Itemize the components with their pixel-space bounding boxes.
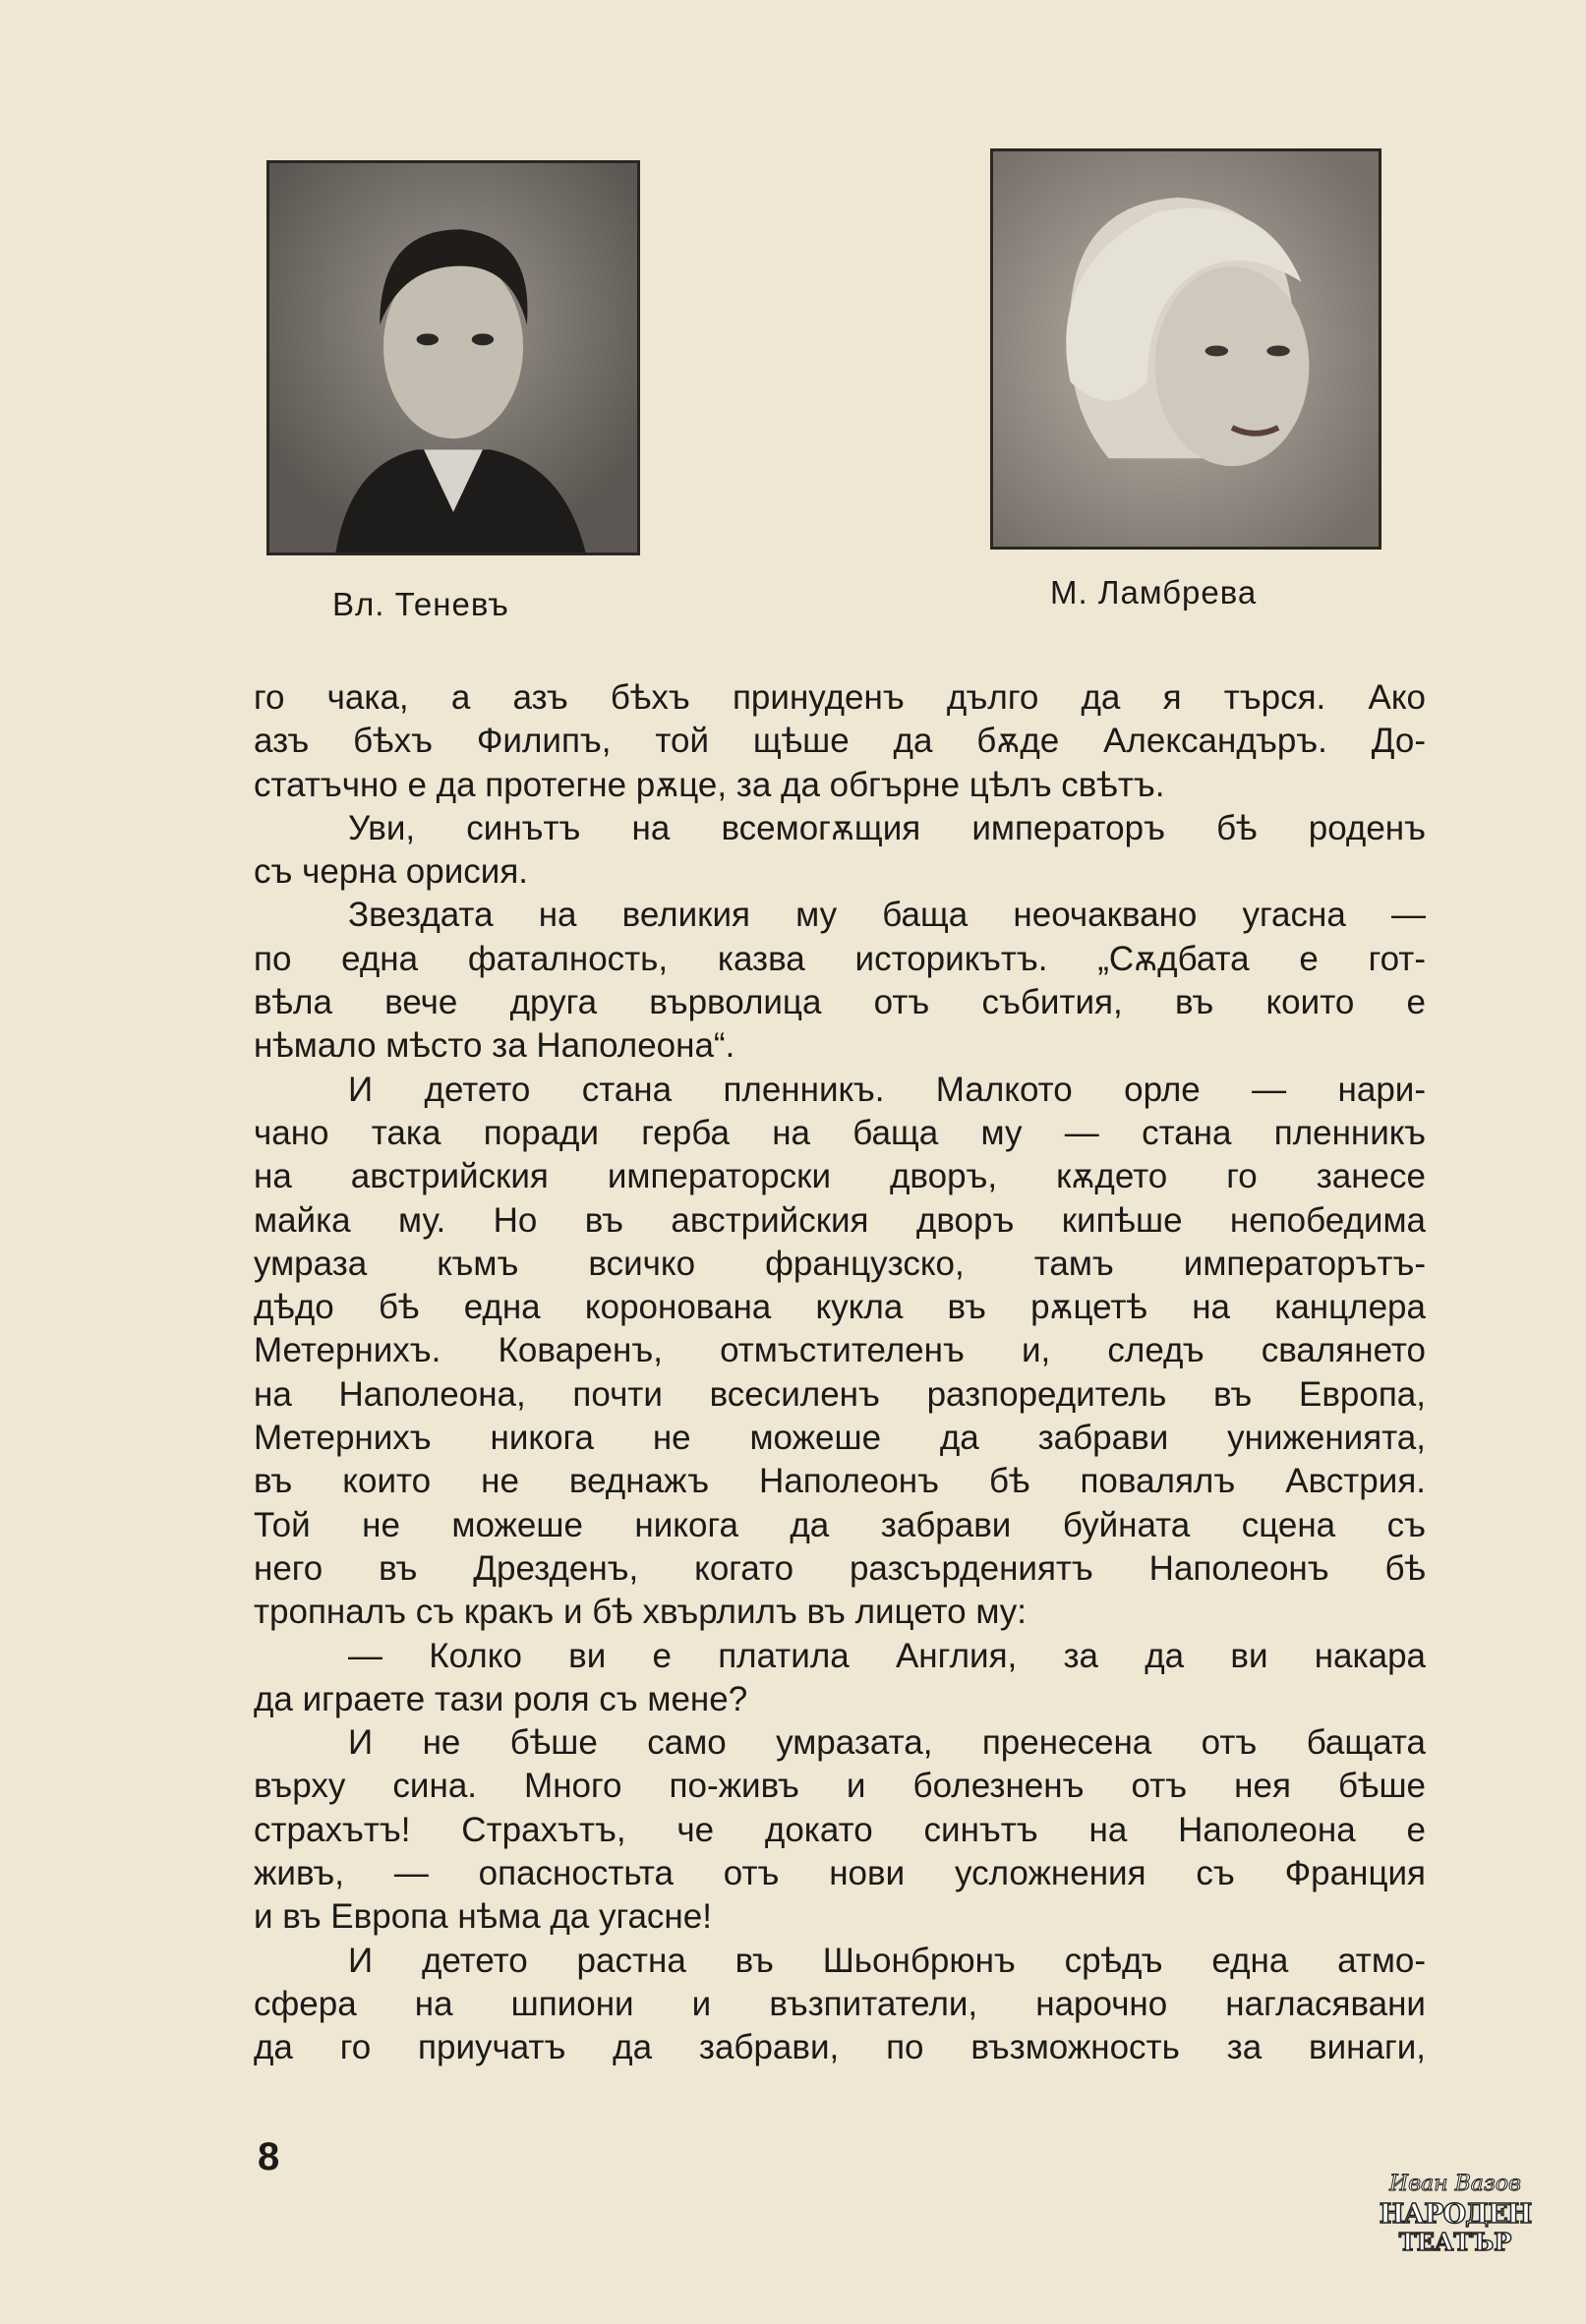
photo-caption: Вл. Теневъ xyxy=(332,586,509,622)
text-line: дѣдо бѣ една коронована кукла въ рѫцетѣ на канцлера xyxy=(254,1288,1426,1327)
text-line: статъчно е да протегне рѫце, за да обгърне цѣлъ свѣтъ. xyxy=(254,765,1165,804)
portrait-photo-lambreva xyxy=(990,148,1381,550)
text-line: съ черна орисия. xyxy=(254,852,528,892)
text-line: чано така поради герба на баща му — стана пленникъ xyxy=(254,1113,1426,1152)
text-line: Метернихъ никога не можеше да забрави униженията, xyxy=(254,1419,1426,1458)
text-line: въ които не веднажъ Наполеонъ бѣ повалялъ Австрия. xyxy=(254,1462,1426,1501)
text-line: на австрийския императорски дворъ, кѫдето го занесе xyxy=(254,1157,1426,1196)
text-line: Уви, синътъ на всемогѫщия императоръ бѣ роденъ xyxy=(348,808,1426,847)
text-line: И детето стана пленникъ. Малкото орле — нари- xyxy=(348,1070,1426,1109)
text-line: на Наполеона, почти всесиленъ разпоредитель въ Европа, xyxy=(254,1374,1426,1414)
text-line: И детето растна въ Шьонбрюнъ срѣдъ една атмо- xyxy=(348,1941,1426,1980)
body-text xyxy=(254,676,1426,2070)
text-line: да играете тази роля съ мене? xyxy=(254,1679,748,1718)
text-line: страхътъ! Страхътъ, че докато синътъ на Наполеона е xyxy=(254,1810,1426,1849)
text-line: върху сина. Много по-живъ и болезненъ отъ нея бѣше xyxy=(254,1767,1426,1806)
logo-line-2: ТЕАТЪР xyxy=(1398,2228,1512,2256)
text-line: него въ Дрезденъ, когато разсърдениятъ Наполеонъ бѣ xyxy=(254,1548,1426,1588)
text-line: по една фаталность, казва историкътъ. „Сѫдбата е гот- xyxy=(254,939,1426,978)
text-line: — Колко ви е платила Англия, за да ви накара xyxy=(348,1636,1426,1675)
text-line: умраза къмъ всичко французско, тамъ императорътъ- xyxy=(254,1244,1426,1283)
text-line: азъ бѣхъ Филипъ, той щѣше да бѫде Александъръ. До- xyxy=(254,722,1426,761)
text-line: да го приучатъ да забрави, по възможность за винаги, xyxy=(254,2028,1426,2067)
photo-caption: М. Ламбрева xyxy=(1050,574,1258,610)
text-line: Звездата на великия му баща неочаквано угасна — xyxy=(348,896,1426,935)
text-line: Той не можеше никога да забрави буйната сцена съ xyxy=(254,1505,1426,1544)
text-line: И не бѣше само умразата, пренесена отъ бащата xyxy=(348,1723,1426,1763)
national-theatre-logo xyxy=(1375,2168,1536,2256)
text-line: живъ, — опасностьта отъ нови усложнения съ Франция xyxy=(254,1854,1426,1893)
page-number: 8 xyxy=(258,2135,280,2179)
logo-line-1: НАРОДЕН xyxy=(1379,2199,1532,2230)
text-line: вѣла вече друга върволица отъ събития, въ които е xyxy=(254,983,1426,1022)
logo-signature: Иван Вазов xyxy=(1389,2172,1521,2196)
text-line: сфера на шпиони и възпитатели, нарочно нагласявани xyxy=(254,1984,1426,2023)
text-line: Метернихъ. Коваренъ, отмъстителенъ и, следъ свалянето xyxy=(254,1331,1426,1370)
text-line: и въ Европа нѣма да угасне! xyxy=(254,1897,712,1937)
text-line: тропналъ съ кракъ и бѣ хвърлилъ въ лицето му: xyxy=(254,1593,1028,1632)
text-line: майка му. Но въ австрийския дворъ кипѣше непобедима xyxy=(254,1200,1426,1240)
portrait-photo-tenev xyxy=(266,160,640,555)
text-line: нѣмало мѣсто за Наполеона“. xyxy=(254,1026,735,1066)
text-line: го чака, а азъ бѣхъ принуденъ дълго да я търся. Ако xyxy=(254,678,1426,717)
